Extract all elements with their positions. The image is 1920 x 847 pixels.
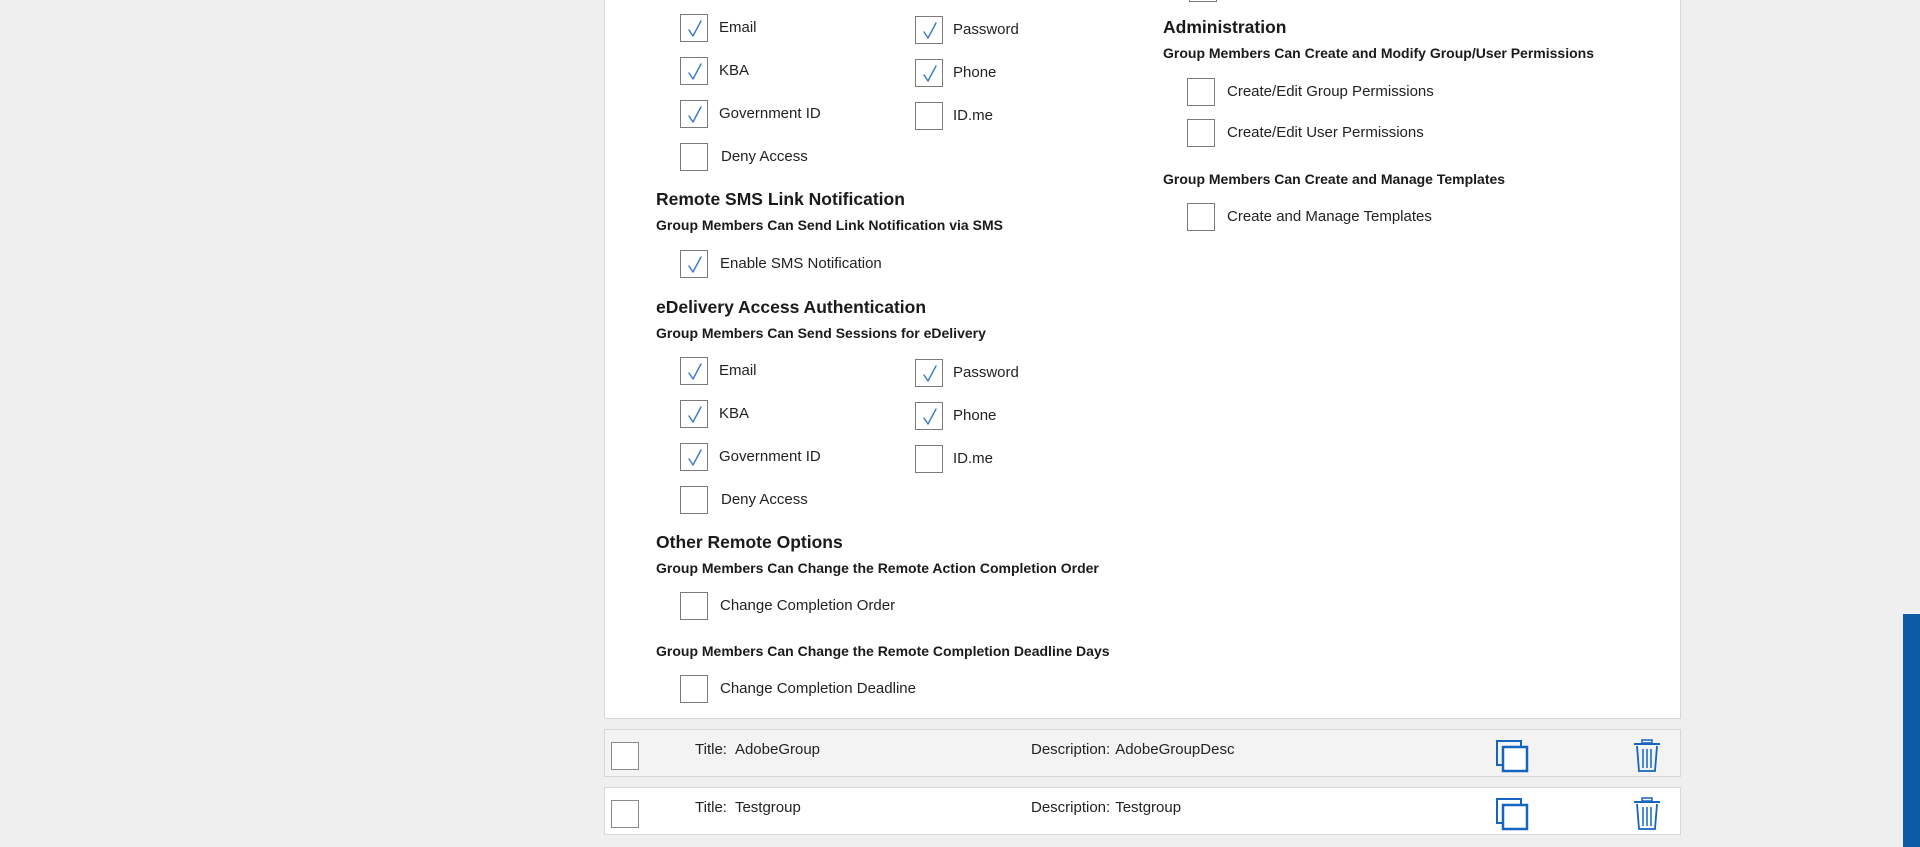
check-icon (686, 62, 704, 82)
checkbox-enable-sms[interactable] (680, 250, 708, 278)
check-icon (686, 19, 704, 39)
checkbox-label-ed-password: Password (953, 364, 1019, 381)
checkbox-ed-password[interactable] (915, 359, 943, 387)
group-description (1031, 799, 1181, 816)
checkbox-label-ed-deny-access: Deny Access (721, 491, 808, 508)
trash-icon[interactable] (1632, 739, 1662, 778)
partial-checkbox[interactable] (1189, 0, 1217, 2)
administration-heading: Administration (1163, 17, 1287, 37)
check-icon (686, 405, 704, 425)
checkbox-government-id[interactable] (680, 100, 708, 128)
group-row[interactable] (604, 729, 1681, 777)
checkbox-change-completion-order[interactable] (680, 592, 708, 620)
checkbox-label-idme: ID.me (953, 107, 994, 124)
completion-deadline-subheading: Group Members Can Change the Remote Completion Deadline Days (656, 643, 1110, 659)
checkbox-phone[interactable] (915, 59, 943, 87)
trash-icon[interactable] (1632, 797, 1662, 836)
checkbox-create-edit-group-permissions[interactable] (1187, 78, 1215, 106)
vertical-scrollbar[interactable] (1903, 614, 1920, 847)
group-title-key: Title: (695, 741, 727, 758)
checkbox-email[interactable] (680, 14, 708, 42)
group-row-select-checkbox[interactable] (611, 800, 639, 828)
check-icon (921, 21, 939, 41)
checkbox-ed-email[interactable] (680, 357, 708, 385)
checkbox-label-email: Email (719, 19, 757, 36)
check-icon (921, 64, 939, 84)
check-icon (686, 362, 704, 382)
checkbox-label-enable-sms: Enable SMS Notification (720, 255, 882, 272)
group-description (1031, 741, 1234, 758)
checkbox-kba[interactable] (680, 57, 708, 85)
check-icon (921, 407, 939, 427)
checkbox-create-manage-templates[interactable] (1187, 203, 1215, 231)
permissions-subheading: Group Members Can Create and Modify Group/User Permissions (1163, 45, 1594, 61)
group-description-value: Testgroup (1115, 799, 1182, 816)
group-title-key: Title: (695, 799, 727, 816)
completion-order-subheading: Group Members Can Change the Remote Action Completion Order (656, 560, 1099, 576)
group-description-value: AdobeGroupDesc (1115, 741, 1235, 758)
checkbox-label-change-completion-order: Change Completion Order (720, 597, 896, 614)
group-title-value: AdobeGroup (734, 741, 821, 758)
checkbox-label-create-edit-group-permissions: Create/Edit Group Permissions (1227, 83, 1434, 100)
checkbox-label-create-manage-templates: Create and Manage Templates (1227, 208, 1432, 225)
group-row[interactable] (604, 787, 1681, 835)
checkbox-label-change-completion-deadline: Change Completion Deadline (720, 680, 916, 697)
checkbox-label-ed-phone: Phone (953, 407, 997, 424)
checkbox-idme[interactable] (915, 102, 943, 130)
checkbox-label-kba: KBA (719, 62, 750, 79)
checkbox-label-ed-idme: ID.me (953, 450, 994, 467)
checkbox-label-ed-email: Email (719, 362, 757, 379)
sms-heading: Remote SMS Link Notification (656, 189, 905, 209)
edelivery-heading: eDelivery Access Authentication (656, 297, 927, 317)
checkbox-label-phone: Phone (953, 64, 997, 81)
checkbox-label-ed-kba: KBA (719, 405, 750, 422)
checkbox-create-edit-user-permissions[interactable] (1187, 119, 1215, 147)
group-settings-panel (604, 0, 1681, 719)
check-icon (686, 105, 704, 125)
edelivery-subheading: Group Members Can Send Sessions for eDelivery (656, 325, 986, 341)
copy-icon[interactable] (1495, 797, 1529, 836)
checkbox-ed-phone[interactable] (915, 402, 943, 430)
checkbox-ed-deny-access[interactable] (680, 486, 708, 514)
checkbox-ed-idme[interactable] (915, 445, 943, 473)
other-remote-heading: Other Remote Options (656, 532, 843, 552)
group-description-key: Description: (1031, 799, 1111, 816)
checkbox-label-ed-government-id: Government ID (719, 448, 821, 465)
check-icon (686, 255, 704, 275)
group-title-value: Testgroup (734, 799, 801, 816)
copy-icon[interactable] (1495, 739, 1529, 778)
checkbox-change-completion-deadline[interactable] (680, 675, 708, 703)
checkbox-password[interactable] (915, 16, 943, 44)
checkbox-deny-access[interactable] (680, 143, 708, 171)
checkbox-ed-government-id[interactable] (680, 443, 708, 471)
checkbox-label-create-edit-user-permissions: Create/Edit User Permissions (1227, 124, 1424, 141)
group-row-select-checkbox[interactable] (611, 742, 639, 770)
group-title (695, 799, 801, 816)
check-icon (686, 448, 704, 468)
group-description-key: Description: (1031, 741, 1111, 758)
checkbox-label-government-id: Government ID (719, 105, 821, 122)
templates-subheading: Group Members Can Create and Manage Templates (1163, 171, 1506, 187)
check-icon (921, 364, 939, 384)
checkbox-label-password: Password (953, 21, 1019, 38)
group-title (695, 741, 820, 758)
sms-subheading: Group Members Can Send Link Notification via SMS (656, 217, 1003, 233)
checkbox-ed-kba[interactable] (680, 400, 708, 428)
checkbox-label-deny-access: Deny Access (721, 148, 808, 165)
